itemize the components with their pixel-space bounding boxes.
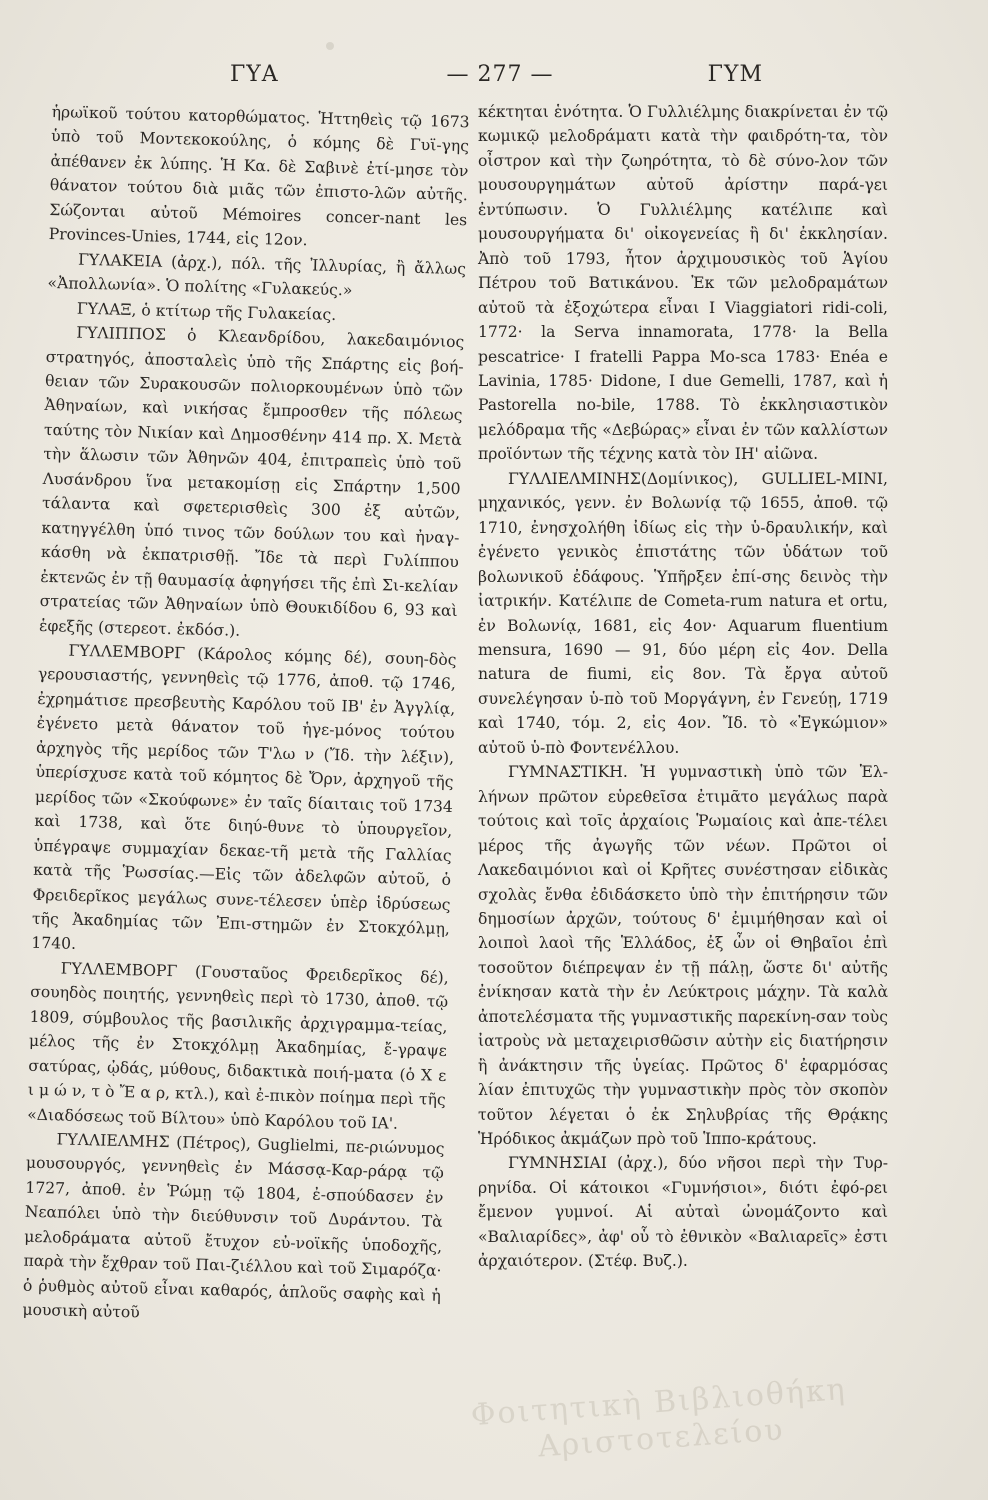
left-column (22, 100, 470, 1333)
library-watermark: Φοιτητικὴ Βιβλιοθήκη Αριστοτελείου (469, 1371, 848, 1465)
dictionary-paragraph: ΓΥΜΝΗΣΙΑΙ (ἀρχ.), δύο νῆσοι περὶ τὴν Τυρ-ρηνίδα. Οἱ κάτοικοι «Γυμνήσιοι», διότι ἐφό-ρει ἔμενον γυμνοί. Αἱ αὐταὶ ὠνομάζοντο καὶ «Βαλιαρίδες», ἀφ' οὗ τὸ ἐθνικὸν «Βαλιαρεῖς» ἐστι ἀρχαιότερον. (Στέφ. Βυζ.). (478, 1154, 888, 1271)
dictionary-paragraph: ΓΥΛΛΕΜΒΟΡΓ (Κάρολος κόμης δέ), σουη-δὸς γερουσιαστής, γεννηθεὶς τῷ 1776, ἀποθ. τῷ 1746, ἐχρημάτισε πρεσβευτὴς Καρόλου τοῦ ΙΒ' ἐν Ἀγγλίᾳ, ἐγένετο μετὰ θάνατον τοῦ ἡγε-μόνος τούτου ἀρχηγὸς τῆς μερίδος τῶν Τ'λω ν (Ἴδ. τὴν λέξιν), ὑπερίσχυσε κατὰ τοῦ κόμητος δὲ Ὄρν, ἀρχηγοῦ τῆς μερίδος τῶν «Σκούφωνε» ἐν ταῖς δίαιταις τοῦ 1734 καὶ 1738, καὶ ὅτε διηύ-θυνε τὸ ὑπουργεῖον, ὑπέγραψε συμμαχίαν δεκαε-τῆ μετὰ τῆς Γαλλίας κατὰ τῆς Ῥωσσίας.—Εἰς τῶν ἀδελφῶν αὐτοῦ, ὁ Φρειδερῖκος μεγάλως συνε-τέλεσεν ὑπὲρ ἱδρύσεως τῆς Ἀκαδημίας τῶν Ἐπι-στημῶν ἐν Στοκχόλμῃ, 1740. (31, 641, 457, 954)
dictionary-paragraph: ΓΥΛΛΕΜΒΟΡΓ (Γουσταῦος Φρειδερῖκος δέ), σουηδὸς ποιητής, γεννηθεὶς περὶ τὸ 1730, ἀποθ. τῷ 1809, σύμβουλος τῆς βασιλικῆς ἀρχιγραμμα-τείας, μέλος τῆς ἐν Στοκχόλμῃ Ἀκαδημίας, ἔ-γραψε σατύρας, ᾠδάς, μύθους, διδακτικὰ ποιή-ματα (ὁ Χ ε ι μ ώ ν, τ ὸ Ἔ α ρ, κτλ.), καὶ ἐ-πικὸν ποίημα περὶ τῆς «Διαδόσεως τοῦ Βίλτου» ὑπὸ Καρόλου τοῦ ΙΑ'. (26, 959, 449, 1133)
header-left-guide: ΓΥΑ (230, 62, 279, 87)
right-column (478, 100, 888, 1274)
page-blemish (326, 42, 334, 50)
running-header (60, 62, 928, 92)
page-number: — 277 — (446, 62, 554, 87)
dictionary-paragraph: ΓΥΛΛΙΕΛΜΙΝΗΣ(Δομίνικος), GULLIEL-MINI, μηχανικός, γενν. ἐν Βολωνίᾳ τῷ 1655, ἀποθ. τῷ 1710, ἐνησχολήθη ἰδίως εἰς τὴν ὑ-δραυλικήν, καὶ ἐγένετο γενικὸς ἐπιστάτης τῶν ὑδάτων τοῦ βολωνικοῦ ἐδάφους. Ὑπῆρξεν ἐπί-σης δεινὸς τὴν ἰατρικήν. Κατέλιπε de Cometa-rum natura et ortu, ἐν Βολωνίᾳ, 1681, εἰς 4ον· Aquarum fluentium mensura, 1690 — 91, δύο μέρη εἰς 4ον. Della natura de fiumi, εἰς 8ον. Τὰ ἔργα αὐτοῦ συνελέγησαν ὑ-πὸ τοῦ Μοργάγνη, ἐν Γενεύῃ, 1719 καὶ 1740, τόμ. 2, εἰς 4ον. Ἴδ. τὸ «Ἐγκώμιον» αὐτοῦ ὑ-πὸ Φοντενέλλου. (478, 469, 888, 757)
dictionary-paragraph: κέκτηται ἑνότητα. Ὁ Γυλλιέλμης διακρίνεται ἐν τῷ κωμικῷ μελοδράματι κατὰ τὴν φαιδρότη-τα, τὸν οἶστρον καὶ τὴν ζωηρότητα, τὸ δὲ σύνο-λον τῶν μουσουργημάτων αὐτοῦ ἀρίστην παρά-γει ἐντύπωσιν. Ὁ Γυλλιέλμης κατέλιπε καὶ μουσουργήματα δι' οἰκογενείας ἢ δι' ἐκκλησίαν. Ἀπὸ τοῦ 1793, ἦτον ἀρχιμουσικὸς τοῦ Ἁγίου Πέτρου τοῦ Βατικάνου. Ἐκ τῶν μελοδραμάτων αὐτοῦ τὰ ἐξοχώτερα εἶναι I Viaggiatori ridi-coli, 1772· la Serva innamorata, 1778· la Bella pescatrice· I fratelli Pappa Mo-sca 1783· Enéa e Lavinia, 1785· Didone, I due Gemelli, 1787, καὶ ἡ Pastorella no-bile, 1788. Τὸ ἐκκλησιαστικὸν μελόδραμα τῆς «Δεβώρας» εἶναι ἐν τῶν καλλίστων προϊόντων τῆς τέχνης κατὰ τὸν ΙΗ' αἰῶνα. (478, 103, 888, 464)
dictionary-paragraph: ΓΥΛΑΞ, ὁ κτίτωρ τῆς Γυλακείας. (76, 299, 337, 324)
dictionary-paragraph: ΓΥΛΙΠΠΟΣ ὁ Κλεανδρίδου, λακεδαιμόνιος στρατηγός, ἀποσταλεὶς ὑπὸ τῆς Σπάρτης εἰς βοή-θειαν τῶν Συρακουσῶν πολιορκουμένων ὑπὸ τῶν Ἀθηναίων, καὶ νικήσας ἔμπροσθεν τῆς πόλεως ταύτης τὸν Νικίαν καὶ Δημοσθένην 414 πρ. Χ. Μετὰ τὴν ἅλωσιν τῶν Ἀθηνῶν 404, ἐπιτραπεὶς ὑπὸ τοῦ Λυσάνδρου ἵνα μετακομίσῃ εἰς Σπάρτην 1,500 τάλαντα καὶ σφετερισθεὶς 300 ἐξ αὐτῶν, κατηγγέλθη ὑπό τινος τῶν δούλων του καὶ ἠναγ-κάσθη νὰ ἐκπατρισθῇ. Ἴδε τὰ περὶ Γυλίππου ἐκτενῶς ἐν τῇ θαυμασίᾳ ἀφηγήσει τῆς ἐπὶ Σι-κελίαν στρατείας τῶν Ἀθηναίων ὑπὸ Θουκιδίδου 6, 93 καὶ ἑφεξῆς (στερεοτ. ἐκδόσ.). (38, 323, 465, 640)
dictionary-paragraph: ΓΥΛΛΙΕΛΜΗΣ (Πέτρος), Guglielmi, πε-ριώνυμος μουσουργός, γεννηθεὶς ἐν Μάσσᾳ-Καρ-ράρᾳ τῷ 1727, ἀποθ. ἐν Ῥώμῃ τῷ 1804, ἐ-σπούδασεν ἐν Νεαπόλει ὑπὸ τὴν διεύθυνσιν τοῦ Δυράντου. Τὰ μελοδράματα αὐτοῦ ἔτυχον εὐ-νοϊκῆς ὑποδοχῆς, παρὰ τὴν ἔχθραν τοῦ Παι-ζιέλλου καὶ τοῦ Σιμαρόζα· ὁ ῥυθμὸς αὐτοῦ εἶναι καθαρός, ἁπλοῦς σαφὴς καὶ ἡ μουσικὴ αὐτοῦ (22, 1130, 445, 1322)
dictionary-paragraph: ἡρωϊκοῦ τούτου κατορθώματος. Ἡττηθεὶς τῷ 1673 ὑπὸ τοῦ Μοντεκοκούλης, ὁ κόμης δὲ Γυϊ-γης ἀπέθανεν ἐκ λύπης. Ἡ Κα. δὲ Σαβινὲ ἐτί-μησε τὸν θάνατον τούτου διὰ μιᾶς τῶν ἐπιστο-λῶν αὐτῆς. Σώζονται αὐτοῦ Mémoires concer-nant les Provinces-Unies, 1744, εἰς 12ον. (48, 102, 470, 250)
dictionary-paragraph: ΓΥΜΝΑΣΤΙΚΗ. Ἡ γυμναστικὴ ὑπὸ τῶν Ἑλ-λήνων πρῶτον εὑρεθεῖσα ἐτιμᾶτο μεγάλως παρὰ τούτοις καὶ τοῖς ἀρχαίοις Ῥωμαίοις καὶ ἀπε-τέλει μέρος τῆς ἀγωγῆς τῶν νέων. Πρῶτοι οἱ Λακεδαιμόνιοι καὶ οἱ Κρῆτες συνέστησαν εἰδικὰς σχολὰς ἔνθα ἐδιδάσκετο ὑπὸ τὴν ἐπιτήρησιν τῶν δημοσίων ἀρχῶν, τούτους δ' ἐμιμήθησαν καὶ οἱ λοιποὶ λαοὶ τῆς Ἑλλάδος, ἐξ ὧν οἱ Θηβαῖοι ἐπὶ τοσοῦτον διέπρεψαν ἐν τῇ πάλῃ, ὥστε δι' αὐτῆς ἐνίκησαν κατὰ τὴν ἐν Λεύκτροις μάχην. Τὰ καλὰ ἀποτελέσματα τῆς γυμναστικῆς παρεκίνη-σαν τοὺς ἰατροὺς νὰ μεταχειρισθῶσιν αὐτὴν εἰς διατήρησιν ἢ ἀνάκτησιν τῆς ὑγείας. Πρῶτος δ' ἐφαρμόσας λίαν ἐπιτυχῶς τὴν γυμναστικὴν πρὸς τὸν σκοπὸν τοῦτον λέγεται ὁ ἐκ Σηλυβρίας τῆς Θρᾴκης Ἡρόδικος ἀκμάζων πρὸ τοῦ Ἱππο-κράτους. (478, 763, 888, 1149)
dictionary-paragraph: ΓΥΛΑΚΕΙΑ (ἀρχ.), πόλ. τῆς Ἰλλυρίας, ἢ ἄλλως «Ἀπολλωνία». Ὁ πολίτης «Γυλακεύς.» (47, 250, 467, 300)
header-right-guide: ΓΥΜ (707, 62, 763, 87)
